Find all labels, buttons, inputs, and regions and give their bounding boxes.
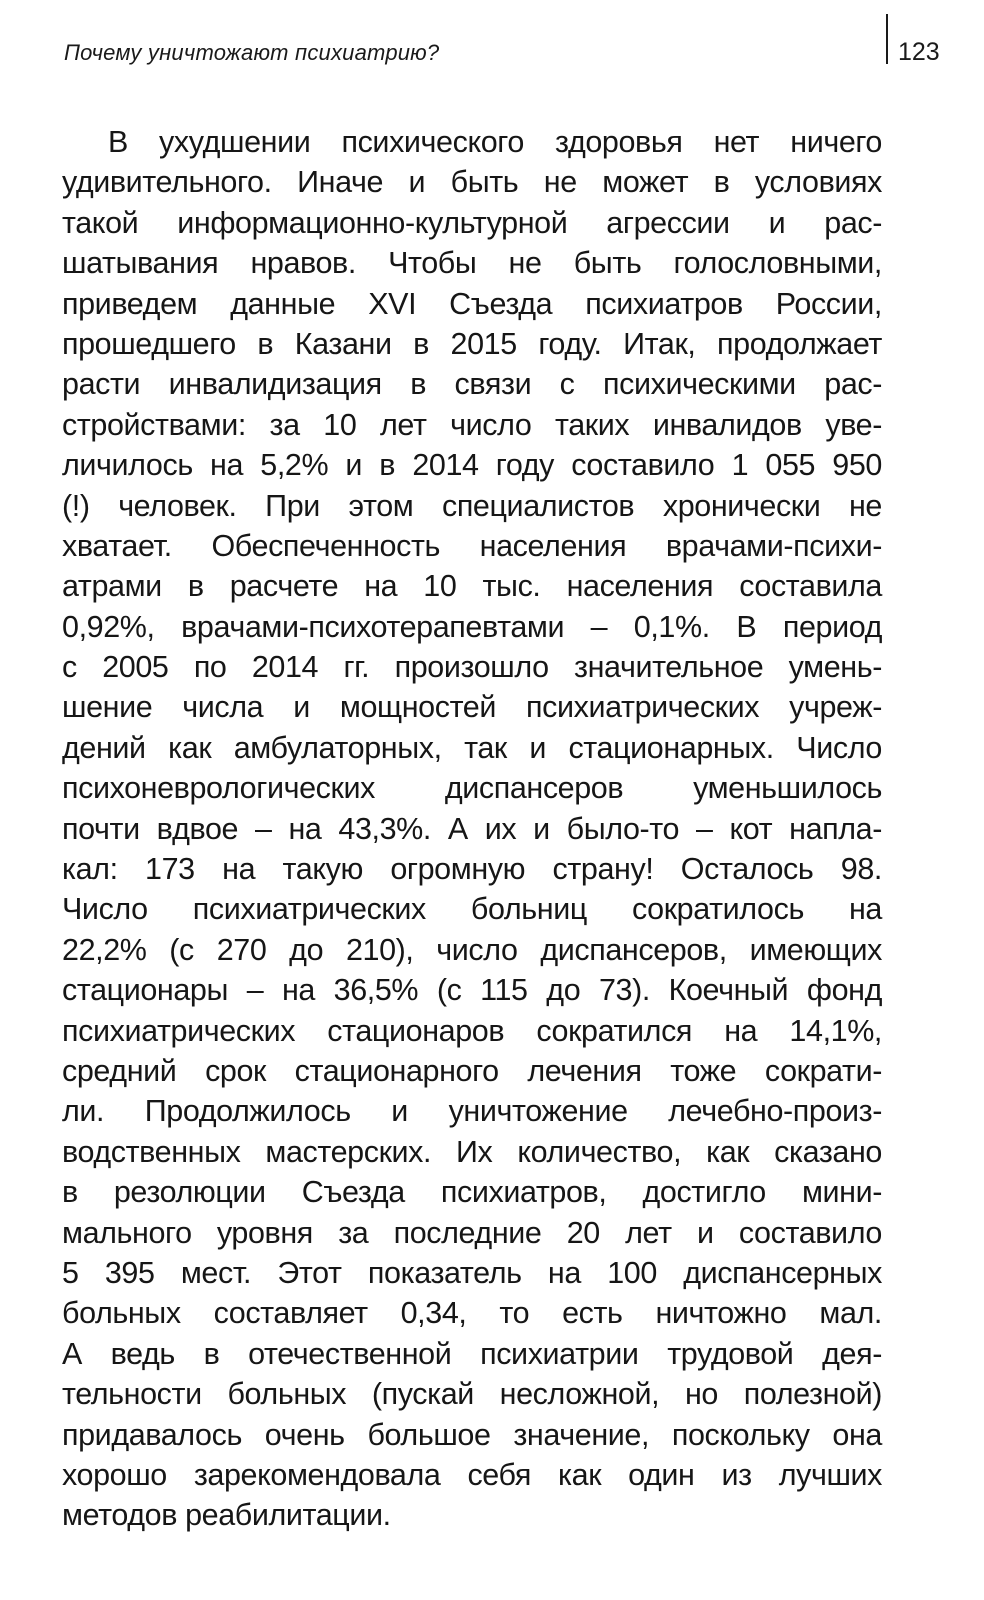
text-line: личилось на 5,2% и в 2014 году составило 1 055 950 bbox=[62, 448, 882, 483]
text-line: хорошо зарекомендовала себя как один из лучших bbox=[62, 1457, 882, 1492]
text-line: (!) человек. При этом специалистов хронически не bbox=[62, 488, 882, 523]
text-line: психиатрических стационаров сократился на 14,1%, bbox=[62, 1013, 882, 1048]
page-number: 123 bbox=[898, 38, 940, 66]
text-line: стационары – на 36,5% (с 115 до 73). Коечный фонд bbox=[62, 973, 882, 1008]
text-line: прошедшего в Казани в 2015 году. Итак, продолжает bbox=[62, 326, 882, 361]
body-paragraph bbox=[62, 122, 882, 1536]
running-head-title: Почему уничтожают психиатрию? bbox=[64, 40, 440, 65]
text-line: хватает. Обеспеченность населения врачами-психи- bbox=[62, 528, 882, 563]
text-line: В ухудшении психического здоровья нет ничего bbox=[108, 125, 882, 159]
text-line: 5 395 мест. Этот показатель на 100 диспансерных bbox=[62, 1255, 882, 1290]
text-line: расти инвалидизация в связи с психическими рас- bbox=[62, 367, 882, 402]
text-line: дений как амбулаторных, так и стационарных. Число bbox=[62, 730, 882, 765]
text-line: водственных мастерских. Их количество, как сказано bbox=[62, 1134, 882, 1169]
text-line: атрами в расчете на 10 тыс. населения составила bbox=[62, 569, 882, 604]
text-line: Число психиатрических больниц сократилось на bbox=[62, 892, 882, 927]
text-line: 22,2% (с 270 до 210), число диспансеров, имеющих bbox=[62, 932, 882, 967]
text-line: стройствами: за 10 лет число таких инвалидов уве- bbox=[62, 407, 882, 442]
text-line: психоневрологических диспансеров уменьшилось bbox=[62, 771, 882, 806]
text-line: придавалось очень большое значение, поскольку она bbox=[62, 1417, 882, 1452]
text-line: удивительного. Иначе и быть не может в условиях bbox=[62, 165, 882, 200]
text-line: ли. Продолжилось и уничтожение лечебно-произ- bbox=[62, 1094, 882, 1129]
text-line: 0,92%, врачами-психотерапевтами – 0,1%. В период bbox=[62, 609, 882, 644]
text-line: средний срок стационарного лечения тоже сократи- bbox=[62, 1053, 882, 1088]
text-line: мального уровня за последние 20 лет и составило bbox=[62, 1215, 882, 1250]
text-line: шение числа и мощностей психиатрических учреж- bbox=[62, 690, 882, 725]
header-divider bbox=[886, 14, 888, 64]
text-line: кал: 173 на такую огромную страну! Осталось 98. bbox=[62, 852, 882, 887]
text-line: почти вдвое – на 43,3%. А их и было-то – кот напла- bbox=[62, 811, 882, 846]
text-line: приведем данные XVI Съезда психиатров России, bbox=[62, 286, 882, 321]
text-line: тельности больных (пускай несложной, но полезной) bbox=[62, 1377, 882, 1412]
text-line: такой информационно-культурной агрессии и рас- bbox=[62, 205, 882, 240]
text-line: шатывания нравов. Чтобы не быть голословными, bbox=[62, 246, 882, 281]
text-line: А ведь в отечественной психиатрии трудовой дея- bbox=[62, 1336, 882, 1371]
text-line: методов реабилитации. bbox=[62, 1498, 391, 1533]
text-line: с 2005 по 2014 гг. произошло значительное умень- bbox=[62, 650, 882, 685]
text-line: больных составляет 0,34, то есть ничтожно мал. bbox=[62, 1296, 882, 1331]
text-line: в резолюции Съезда психиатров, достигло мини- bbox=[62, 1175, 882, 1210]
